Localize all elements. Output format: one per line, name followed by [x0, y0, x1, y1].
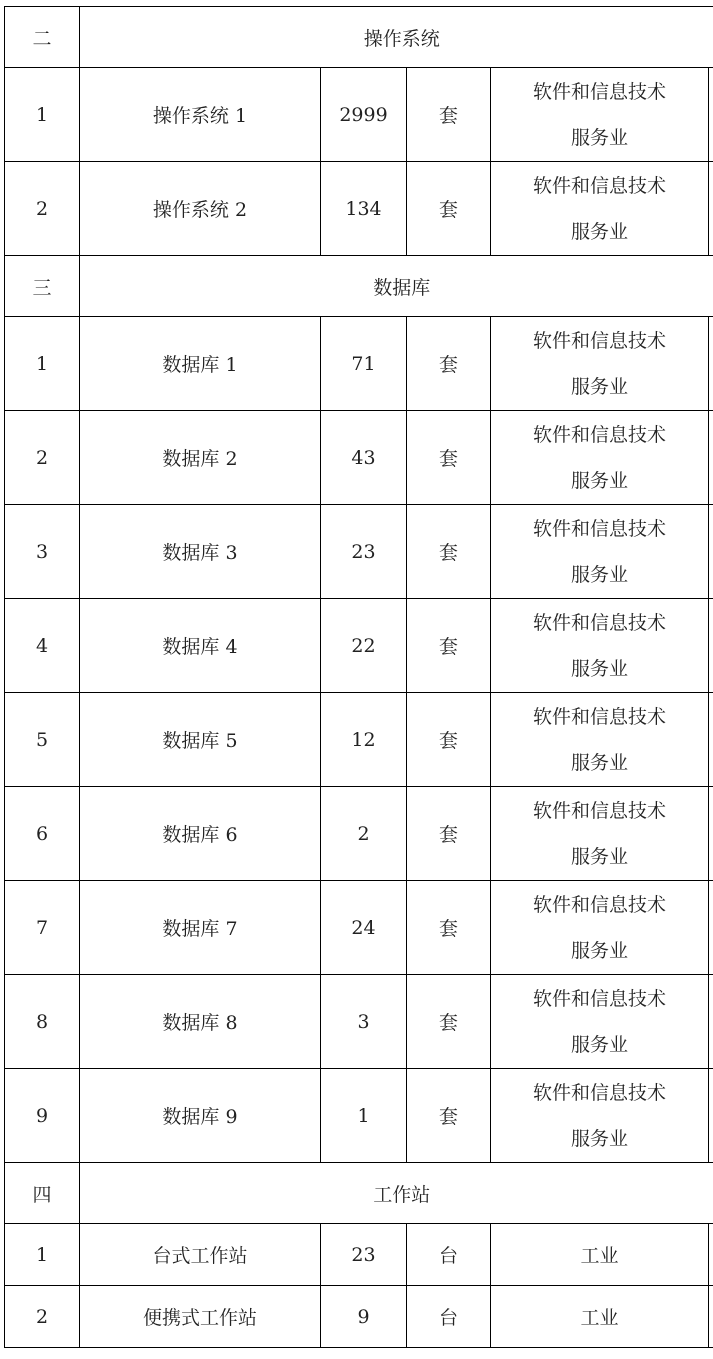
row-number: 2 [5, 162, 80, 256]
trailing-cell [709, 787, 713, 881]
table-row [5, 68, 713, 162]
trailing-cell [709, 68, 713, 162]
item-quantity: 23 [321, 1224, 407, 1286]
item-industry: 工业 [491, 1224, 709, 1286]
section-header-row [5, 1163, 713, 1224]
row-number: 1 [5, 1224, 80, 1286]
table-row [5, 881, 713, 975]
row-number: 5 [5, 693, 80, 787]
trailing-cell [709, 505, 713, 599]
row-number: 8 [5, 975, 80, 1069]
industry-line-2: 服务业 [570, 1127, 628, 1150]
item-industry [491, 1069, 709, 1163]
item-industry [491, 975, 709, 1069]
row-number: 3 [5, 505, 80, 599]
item-industry [491, 68, 709, 162]
row-number: 1 [5, 68, 80, 162]
item-industry [491, 693, 709, 787]
industry-line-1: 软件和信息技术 [532, 1081, 666, 1104]
item-quantity: 3 [321, 975, 407, 1069]
item-unit: 套 [407, 693, 491, 787]
table-row [5, 693, 713, 787]
item-quantity: 2 [321, 787, 407, 881]
industry-line-2: 服务业 [570, 375, 628, 398]
trailing-cell [709, 317, 713, 411]
item-industry [491, 599, 709, 693]
table-row [5, 1286, 713, 1348]
inventory-table [4, 6, 713, 1348]
section-number: 二 [5, 7, 80, 68]
item-name: 操作系统 1 [80, 68, 321, 162]
section-header-row [5, 7, 713, 68]
trailing-cell [709, 1069, 713, 1163]
item-industry: 工业 [491, 1286, 709, 1348]
table-row [5, 317, 713, 411]
item-name: 数据库 2 [80, 411, 321, 505]
industry-line-2: 服务业 [570, 469, 628, 492]
trailing-cell [709, 693, 713, 787]
row-number: 2 [5, 411, 80, 505]
table-row [5, 162, 713, 256]
trailing-cell [709, 162, 713, 256]
item-quantity: 12 [321, 693, 407, 787]
item-industry [491, 411, 709, 505]
table-row [5, 975, 713, 1069]
row-number: 2 [5, 1286, 80, 1348]
item-unit: 套 [407, 162, 491, 256]
trailing-cell [709, 1224, 713, 1286]
industry-line-2: 服务业 [570, 939, 628, 962]
item-unit: 套 [407, 881, 491, 975]
item-name: 数据库 4 [80, 599, 321, 693]
item-industry [491, 787, 709, 881]
section-title: 操作系统 [80, 7, 713, 68]
item-quantity: 9 [321, 1286, 407, 1348]
item-name: 数据库 1 [80, 317, 321, 411]
industry-line-2: 服务业 [570, 126, 628, 149]
industry-line-1: 软件和信息技术 [532, 893, 666, 916]
industry-line-2: 服务业 [570, 657, 628, 680]
item-industry [491, 881, 709, 975]
item-quantity: 23 [321, 505, 407, 599]
item-quantity: 1 [321, 1069, 407, 1163]
item-unit: 套 [407, 787, 491, 881]
item-unit: 套 [407, 505, 491, 599]
trailing-cell [709, 881, 713, 975]
item-unit: 台 [407, 1224, 491, 1286]
item-industry [491, 317, 709, 411]
table-row [5, 599, 713, 693]
item-name: 数据库 9 [80, 1069, 321, 1163]
industry-line-1: 软件和信息技术 [532, 799, 666, 822]
item-quantity: 43 [321, 411, 407, 505]
industry-line-1: 软件和信息技术 [532, 611, 666, 634]
item-industry [491, 505, 709, 599]
section-number: 四 [5, 1163, 80, 1224]
row-number: 6 [5, 787, 80, 881]
item-name: 数据库 6 [80, 787, 321, 881]
item-unit: 套 [407, 68, 491, 162]
item-unit: 套 [407, 975, 491, 1069]
row-number: 4 [5, 599, 80, 693]
table-row [5, 411, 713, 505]
item-name: 数据库 7 [80, 881, 321, 975]
item-name: 数据库 5 [80, 693, 321, 787]
industry-line-1: 软件和信息技术 [532, 423, 666, 446]
industry-line-1: 软件和信息技术 [532, 987, 666, 1010]
industry-line-1: 软件和信息技术 [532, 705, 666, 728]
row-number: 9 [5, 1069, 80, 1163]
industry-line-2: 服务业 [570, 1033, 628, 1056]
section-number: 三 [5, 256, 80, 317]
table-row [5, 505, 713, 599]
trailing-cell [709, 411, 713, 505]
section-title: 工作站 [80, 1163, 713, 1224]
item-name: 数据库 8 [80, 975, 321, 1069]
item-quantity: 22 [321, 599, 407, 693]
item-unit: 套 [407, 317, 491, 411]
item-name: 台式工作站 [80, 1224, 321, 1286]
item-unit: 套 [407, 599, 491, 693]
industry-line-2: 服务业 [570, 845, 628, 868]
item-quantity: 134 [321, 162, 407, 256]
industry-line-2: 服务业 [570, 220, 628, 243]
industry-line-2: 服务业 [570, 751, 628, 774]
industry-line-1: 软件和信息技术 [532, 517, 666, 540]
industry-line-1: 软件和信息技术 [532, 80, 666, 103]
row-number: 7 [5, 881, 80, 975]
row-number: 1 [5, 317, 80, 411]
table-row [5, 1069, 713, 1163]
item-quantity: 2999 [321, 68, 407, 162]
item-name: 数据库 3 [80, 505, 321, 599]
table-row [5, 1224, 713, 1286]
item-unit: 套 [407, 1069, 491, 1163]
item-name: 操作系统 2 [80, 162, 321, 256]
item-name: 便携式工作站 [80, 1286, 321, 1348]
trailing-cell [709, 975, 713, 1069]
item-unit: 套 [407, 411, 491, 505]
table-row [5, 787, 713, 881]
section-header-row [5, 256, 713, 317]
industry-line-1: 软件和信息技术 [532, 174, 666, 197]
item-industry [491, 162, 709, 256]
item-quantity: 24 [321, 881, 407, 975]
trailing-cell [709, 1286, 713, 1348]
industry-line-2: 服务业 [570, 563, 628, 586]
item-quantity: 71 [321, 317, 407, 411]
trailing-cell [709, 599, 713, 693]
section-title: 数据库 [80, 256, 713, 317]
item-unit: 台 [407, 1286, 491, 1348]
industry-line-1: 软件和信息技术 [532, 329, 666, 352]
